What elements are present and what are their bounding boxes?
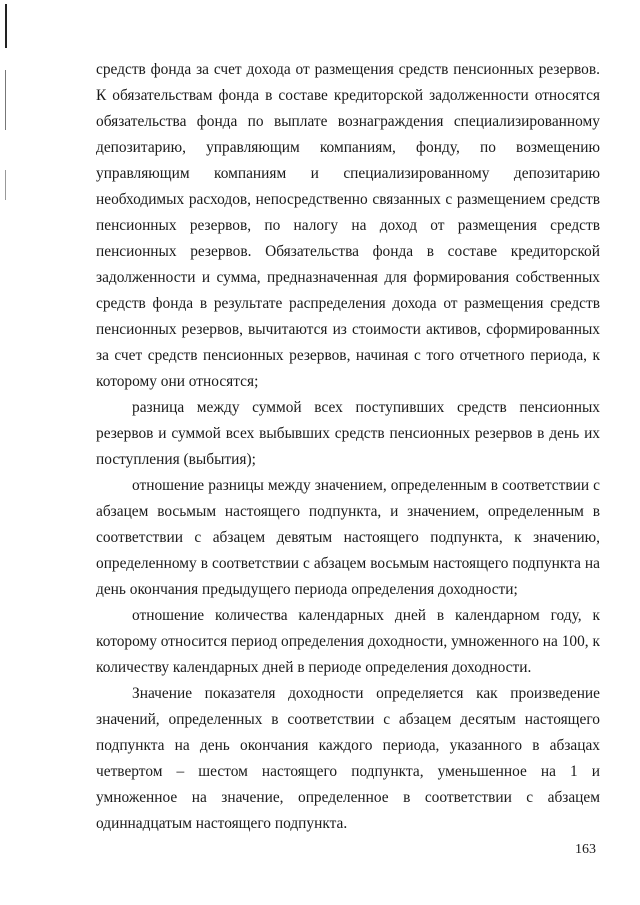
paragraph-continuation: средств фонда за счет дохода от размещения средств пенсионных резервов. К обязательствам фонда в составе кредиторской задолженности относятся обязательства фонда по выплате вознаграждения специализированному депозитарию, управляющим компаниям, фонду, по возмещению управляющим компаниям и специализированному депозитарию необходимых расходов, непосредственно связанных с размещением средств пенсионных резервов, по налогу на доход от размещения средств пенсионных резервов. Обязательства фонда в составе кредиторской задолженности и сумма, предназначенная для формирования собственных средств фонда в результате распределения дохода от размещения средств пенсионных резервов, вычитаются из стоимости активов, сформированных за счет средств пенсионных резервов, начиная с того отчетного периода, к которому они относятся; bbox=[96, 61, 600, 390]
paragraph-yield-value: Значение показателя доходности определяется как произведение значений, определенных в соответствии с абзацем десятым настоящего подпункта на день окончания каждого периода, указанного в абзацах четвертом – шестом настоящего подпункта, уменьшенное на 1 и умноженное на значение, определенное в соответствии с абзацем одиннадцатым настоящего подпункта. bbox=[96, 685, 600, 832]
paragraph-days-ratio: отношение количества календарных дней в календарном году, к которому относится период определения доходности, умноженного на 100, к количеству календарных дней в периоде определения доходности. bbox=[96, 607, 600, 676]
margin-scan-mark bbox=[5, 4, 7, 48]
page-number: 163 bbox=[575, 842, 596, 857]
margin-scan-mark bbox=[5, 170, 6, 200]
paragraph-difference: разница между суммой всех поступивших средств пенсионных резервов и суммой всех выбывших средств пенсионных резервов в день их поступления (выбытия); bbox=[96, 399, 600, 468]
body-text bbox=[96, 57, 600, 837]
margin-scan-mark bbox=[5, 70, 6, 130]
paragraph-ratio: отношение разницы между значением, определенным в соответствии с абзацем восьмым настоящего подпункта, и значением, определенным в соответствии с абзацем девятым настоящего подпункта, к значению, определенному в соответствии с абзацем восьмым настоящего подпункта на день окончания предыдущего периода определения доходности; bbox=[96, 477, 600, 598]
